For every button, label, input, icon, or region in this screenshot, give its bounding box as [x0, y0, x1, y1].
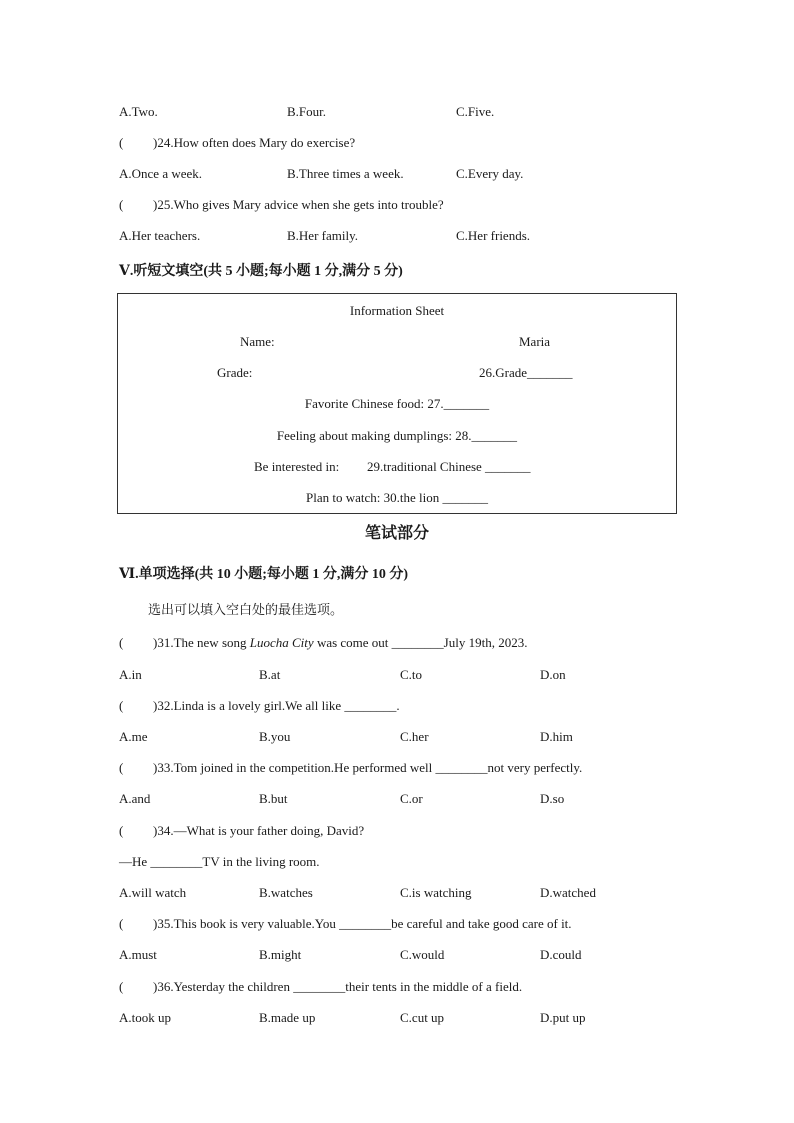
written-part-title: 笔试部分	[364, 525, 429, 542]
option-b: B.might	[259, 947, 302, 962]
option-a: A.me	[119, 729, 148, 744]
name-label: Name:	[240, 334, 275, 349]
option-a: A.must	[119, 947, 157, 962]
interest-value: 29.traditional Chinese _______	[367, 459, 531, 474]
option-a: A.Her teachers.	[119, 228, 201, 243]
question-31: ( )31.The new song Luocha City was come out ________July 19th, 2023.	[119, 635, 528, 650]
option-d: D.so	[540, 791, 565, 806]
interest-label: Be interested in:	[254, 459, 340, 474]
option-d: D.put up	[540, 1010, 586, 1025]
option-c: C.to	[400, 667, 423, 682]
option-c: C.is watching	[400, 885, 472, 900]
option-a: A.and	[119, 791, 151, 806]
question-32: ( )32.Linda is a lovely girl.We all like ________.	[119, 698, 400, 713]
info-title: Information Sheet	[349, 303, 445, 318]
option-d: D.watched	[540, 885, 596, 900]
option-b: B.at	[259, 667, 281, 682]
option-b: B.Three times a week.	[287, 166, 404, 181]
q34-options	[119, 885, 719, 901]
option-b: B.Her family.	[287, 228, 358, 243]
q33-options	[119, 791, 719, 807]
option-d: D.him	[540, 729, 573, 744]
option-c: C.would	[400, 947, 445, 962]
question-35: ( )35.This book is very valuable.You ________be careful and take good care of it.	[119, 916, 572, 931]
section-5-heading: Ⅴ.听短文填空(共 5 小题;每小题 1 分,满分 5 分)	[119, 264, 403, 279]
option-c: C.Her friends.	[456, 228, 531, 243]
name-value: Maria	[519, 334, 551, 349]
favorite-food: Favorite Chinese food: 27._______	[304, 396, 490, 411]
option-a: A.Once a week.	[119, 166, 203, 181]
option-a: A.took up	[119, 1010, 171, 1025]
feeling: Feeling about making dumplings: 28._______	[276, 428, 518, 443]
question-33: ( )33.Tom joined in the competition.He performed well ________not very perfectly.	[119, 760, 583, 775]
question-24: ( )24.How often does Mary do exercise?	[119, 135, 356, 150]
option-b: B.but	[259, 791, 288, 806]
option-b: B.you	[259, 729, 291, 744]
option-c: C.Five.	[456, 104, 495, 119]
section-6-instruction: 选出可以填入空白处的最佳选项。	[148, 602, 344, 617]
option-a: A.will watch	[119, 885, 187, 900]
option-c: C.cut up	[400, 1010, 445, 1025]
question-36: ( )36.Yesterday the children ________their tents in the middle of a field.	[119, 979, 523, 994]
q23-options	[119, 104, 719, 120]
q35-options	[119, 947, 719, 963]
grade-label: Grade:	[217, 365, 253, 380]
plan-to-watch: Plan to watch: 30.the lion _______	[306, 490, 488, 505]
q32-options	[119, 729, 719, 745]
q31-options	[119, 667, 719, 683]
question-34: ( )34.—What is your father doing, David?	[119, 823, 365, 838]
grade-value: 26.Grade_______	[479, 365, 573, 380]
option-b: B.Four.	[287, 104, 327, 119]
option-b: B.watches	[259, 885, 313, 900]
option-c: C.her	[400, 729, 429, 744]
option-c: C.or	[400, 791, 423, 806]
option-d: D.could	[540, 947, 582, 962]
option-a: A.in	[119, 667, 142, 682]
information-sheet	[117, 293, 677, 514]
q24-options	[119, 166, 719, 182]
option-c: C.Every day.	[456, 166, 524, 181]
option-d: D.on	[540, 667, 566, 682]
q25-options	[119, 228, 719, 244]
section-6-heading: Ⅵ.单项选择(共 10 小题;每小题 1 分,满分 10 分)	[119, 567, 409, 582]
option-b: B.made up	[259, 1010, 316, 1025]
question-25: ( )25.Who gives Mary advice when she gets into trouble?	[119, 197, 444, 212]
q36-options	[119, 1010, 719, 1026]
question-34-response: —He ________TV in the living room.	[119, 854, 320, 869]
option-a: A.Two.	[119, 104, 158, 119]
